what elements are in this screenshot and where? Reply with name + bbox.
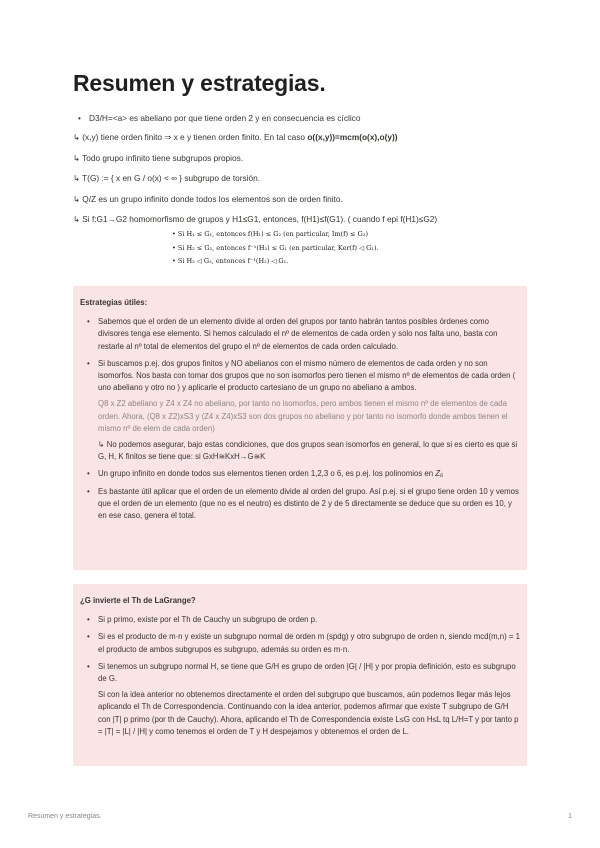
- list-item-text: Si buscamos p.ej. dos grupos finitos y NO abelianos con el mismo número de elementos de cada orden y no son isomorfos. Nos basta con tomar dos grupos que no son isomorfos pero tienen el mismo nº de elementos de cada orden ( uno abeliano y otro no ) y aplicarle el producto cartesiano de un grupo no abeliano a ambos.: [98, 358, 516, 393]
- list-item-text: Un grupo infinito en donde todos sus elementos tienen orden 1,2,3 o 6, es p.ej. los polinomios en: [98, 469, 436, 479]
- math-z6: Z₆: [435, 469, 444, 479]
- math-property: • Si H₂ ◁ G₂, entonces f⁻¹(H₂) ◁ G₁.: [172, 257, 289, 265]
- list-item-text: Si tenemos un subgrupo normal H, se tiene que G/H es grupo de orden |G| / |H| y por propia definición, esto es subgrupo de G.: [98, 661, 516, 684]
- list-item-text: Sabemos que el orden de un elemento divide al orden del grupos por tanto habrán tantos posibles órdenes como divisores tenga ese elemento. Si hemos calculado el nº de elementos de cada orden y solo nos falta uno, basta con restarle al nº total de elementos del grupo el nº de elementos de cada orden calculado.: [98, 317, 498, 351]
- intro-line-torsion: ↳ T(G) := { x en G / o(x) < ∞ } subgrupo de torsión.: [73, 173, 261, 183]
- callout-lagrange: [73, 584, 527, 766]
- list-item-text: Es bastante útil aplicar que el orden de un elemento divide al orden del grupo. Así p.ej. si el grupo tiene orden 10 y vemos que el orden de un elemento (que no es el neutro) es distinto de 2 y de 5 directamente se deduce que su orden es 10, y en ese caso, genera el total.: [98, 486, 519, 521]
- list-item: [80, 614, 520, 626]
- math-property: • Si H₁ ≤ G₁, entonces f(H₁) ≤ G₂ (en particular, Im(f) ≤ G₂): [172, 230, 369, 238]
- callout-strategies-heading: Estrategias útiles:: [80, 298, 148, 307]
- intro-line-order: [73, 131, 533, 143]
- list-item-text: Si p primo, existe por el Th de Cauchy un subgrupo de orden p.: [98, 615, 318, 625]
- homomorphism-properties: [172, 228, 379, 269]
- example-note: Q8 x Z2 abeliano y Z4 x Z4 no abeliano, por tanto no isomorfos, pero ambos tienen el mismo nº de elementos de cada orden. Ahora, (Q8 x Z2)xS3 y (Z4 x Z4)xS3 son dos grupos no abeliano y por tanto no isomorfo donde ambos tienen el mismo nº de elem de cada orden): [98, 399, 508, 433]
- intro-notes: [73, 112, 533, 234]
- correspondence-note: Si con la idea anterior no obtenemos directamente el orden del subgrupo que buscamos, aún podemos llegar más lejos aplicando el Th de Correspondencia. Continuando con la idea anterior, podemos afirmar que existe T subgrupo de G/H con |T| p primo (por th de Cauchy). Ahora, aplicando el Th de Correspondencia existe L≤G con H≤L tq L/H=T y por tanto p = |T| = |L| / |H| y como tenemos el orden de T y H despejamos y obtenemos el orden de L.: [98, 690, 519, 736]
- strategies-list: [80, 316, 520, 522]
- page-title: Resumen y estrategias.: [73, 70, 326, 96]
- list-item: [80, 468, 520, 480]
- list-item: [80, 358, 520, 464]
- intro-line-subgroups: ↳ Todo grupo infinito tiene subgrupos propios.: [73, 152, 244, 163]
- math-property: • Si H₂ ≤ G₂, entonces f⁻¹(H₂) ≤ G₁ (en particular, Ker(f) ◁ G₁).: [172, 243, 379, 252]
- callout-lagrange-heading: ¿G invierte el Th de LaGrange?: [80, 596, 196, 605]
- intro-line-qz: ↳ Q/Z es un grupo infinito donde todos los elementos son de orden finito.: [73, 193, 343, 204]
- list-item: [80, 486, 520, 523]
- isomorphism-note: ↳ No podemos asegurar, bajo estas condiciones, que dos grupos sean isomorfos en general, lo que si es cierto es que si G, H, K finitos se tiene que: si GxH≅KxH→G≅K: [98, 440, 518, 462]
- list-item-text: Si es el producto de m·n y existe un subgrupo normal de orden m (spdg) y otro subgrupo de orden n, siendo mcd(m,n) = 1 el producto de ambos subgrupos es subgrupo, además su orden es m·n.: [98, 632, 520, 654]
- footer-title: Resumen y estrategias.: [28, 813, 102, 820]
- intro-line-order-formula: o((x,y))=mcm(o(x),o(y)): [307, 132, 398, 142]
- page-number: 1: [568, 813, 572, 820]
- intro-line-order-text: ↳ (x,y) tiene orden finito ⇒ x e y tienen orden finito. En tal caso: [73, 132, 308, 142]
- list-item: [80, 631, 520, 655]
- intro-line-homomorphism: ↳ Si f:G1→G2 homomorfismo de grupos y H1≤G1, entonces, f(H1)≤f(G1). ( cuando f epi f(H1)≤G2): [73, 214, 438, 224]
- list-item: [80, 316, 520, 353]
- intro-bullet: • D3/H=<a> es abeliano por que tiene orden 2 y en consecuencia es cíclico: [73, 112, 533, 124]
- callout-strategies: [73, 286, 527, 570]
- list-item: [80, 661, 520, 738]
- lagrange-list: [80, 614, 520, 738]
